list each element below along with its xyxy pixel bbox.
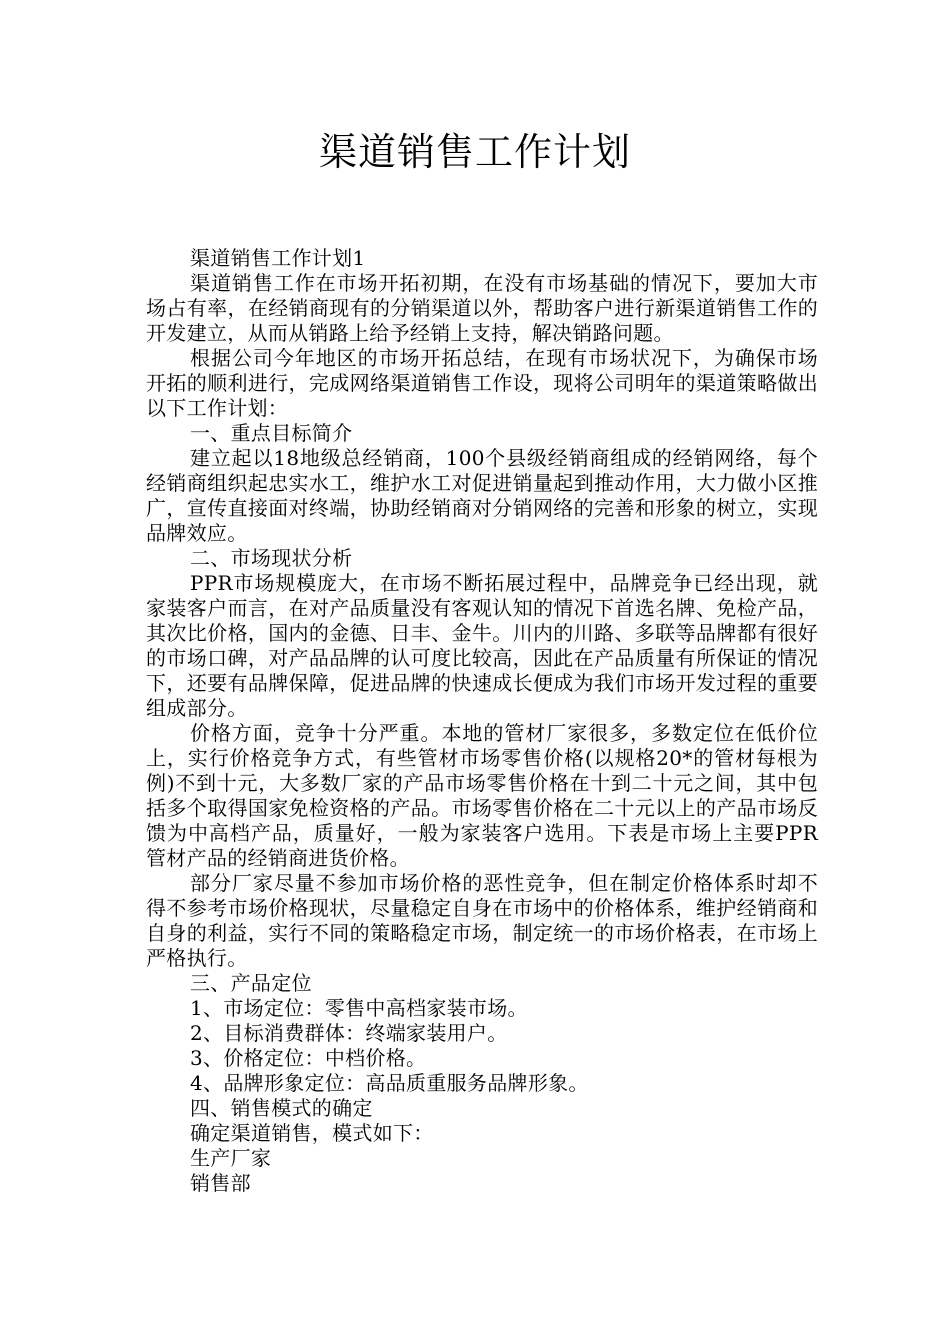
list-item: 3、价格定位：中档价格。	[190, 1046, 427, 1070]
paragraph: 渠道销售工作计划1	[190, 246, 366, 270]
paragraph: 确定渠道销售，模式如下：	[190, 1121, 434, 1145]
section-heading: 三、产品定位	[190, 971, 312, 995]
paragraph: 渠道销售工作在市场开拓初期，在没有市场基础的情况下，要加大市场占有率，在经销商现有的分销渠道以外，帮助客户进行新渠道销售工作的开发建立，从而从销路上给予经销上支持，解决销路问题。	[146, 271, 818, 345]
list-item: 2、目标消费群体：终端家装用户。	[190, 1021, 508, 1045]
list-item: 1、市场定位：零售中高档家装市场。	[190, 996, 528, 1020]
flow-step: 销售部	[190, 1171, 251, 1195]
document-title: 渠道销售工作计划	[318, 130, 631, 174]
section-heading: 一、重点目标简介	[190, 421, 353, 445]
list-item: 4、品牌形象定位：高品质重服务品牌形象。	[190, 1071, 589, 1095]
section-heading: 二、市场现状分析	[190, 546, 353, 570]
section-heading: 四、销售模式的确定	[190, 1096, 373, 1120]
paragraph: 根据公司今年地区的市场开拓总结，在现有市场状况下，为确保市场开拓的顺利进行，完成网络渠道销售工作设，现将公司明年的渠道策略做出以下工作计划：	[146, 346, 818, 420]
flow-step: 生产厂家	[190, 1146, 272, 1170]
paragraph: 价格方面，竞争十分严重。本地的管材厂家很多，多数定位在低价位上，实行价格竞争方式，有些管材市场零售价格(以规格20*的管材每根为例)不到十元，大多数厂家的产品市场零售价格在十到二十元之间，其中包括多个取得国家免检资格的产品。市场零售价格在二十元以上的产品市场反馈为中高档产品，质量好，一般为家装客户选用。下表是市场上主要PPR管材产品的经销商进货价格。	[146, 721, 818, 870]
document-body	[146, 246, 818, 1196]
paragraph: 建立起以18地级总经销商，100个县级经销商组成的经销网络，每个经销商组织起忠实水工，维护水工对促进销量起到推动作用，大力做小区推广，宣传直接面对终端，协助经销商对分销网络的完善和形象的树立，实现品牌效应。	[146, 446, 818, 545]
paragraph: 部分厂家尽量不参加市场价格的恶性竞争，但在制定价格体系时却不得不参考市场价格现状，尽量稳定自身在市场中的价格体系，维护经销商和自身的利益，实行不同的策略稳定市场，制定统一的市场价格表，在市场上严格执行。	[146, 871, 818, 970]
paragraph: PPR市场规模庞大，在市场不断拓展过程中，品牌竞争已经出现，就家装客户而言，在对产品质量没有客观认知的情况下首选名牌、免检产品，其次比价格，国内的金德、日丰、金牛。川内的川路、多联等品牌都有很好的市场口碑，对产品品牌的认可度比较高，因此在产品质量有所保证的情况下，还要有品牌保障，促进品牌的快速成长便成为我们市场开发过程的重要组成部分。	[146, 571, 818, 720]
